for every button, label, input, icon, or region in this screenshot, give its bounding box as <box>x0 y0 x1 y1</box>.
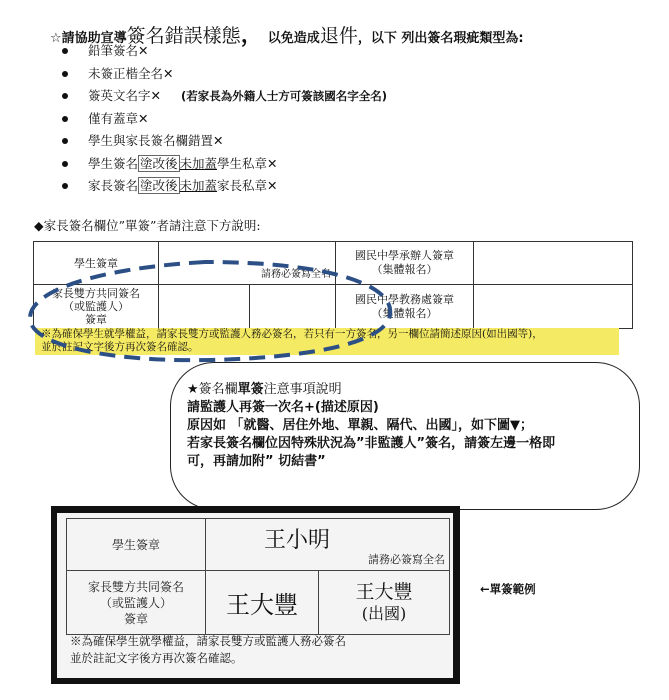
title-part2: 簽名錯誤樣態 <box>126 25 241 47</box>
list-item: 僅有蓋章✕ <box>62 108 387 131</box>
photo-student-sign-cell <box>206 519 450 571</box>
parent-handwritten-signature-2: 王大豐 <box>355 580 413 603</box>
example-label: ←單簽範例 <box>480 582 536 596</box>
bubble-line-3: 原因如 「就醫、居住外地、單親、隔代、出國」，如下圖▼； <box>187 418 534 433</box>
full-name-hint: 請務必簽寫全名 <box>261 269 331 280</box>
school-office-label: 國民中學教務處簽章 （集體報名） <box>336 285 474 329</box>
list-item: 學生簽名 塗改後 未加蓋學生私章✕ <box>62 153 387 176</box>
list-item: 鉛筆簽名✕ <box>62 40 387 63</box>
school-handler-label: 國民中學承辦人簽章 （集體報名） <box>336 242 474 285</box>
list-item: 未簽正楷全名✕ <box>62 63 387 86</box>
list-item: 學生與家長簽名欄錯置✕ <box>62 130 387 153</box>
dashed-oval <box>30 262 390 360</box>
student-sign-label: 學生簽章 <box>34 242 159 285</box>
title-star: ☆ <box>50 31 62 46</box>
example-signature-table <box>66 518 450 635</box>
student-handwritten-name: 王小明 <box>264 528 331 553</box>
photo-parent-cell-1 <box>206 571 319 635</box>
bubble-line-4: 若家長簽名欄位因特殊狀況為”非監護人”簽名，請簽左邊一格即 <box>187 436 556 451</box>
highlighted-note: ※為確保學生就學權益，請家長雙方或監護人務必簽名，若只有一方簽名，另一欄位請簡述原因(如出國等)， 並於註記文字後方再次簽名確認。 <box>35 328 619 355</box>
foreigner-note: (若家長為外籍人士方可簽該國名字全名) <box>180 89 387 103</box>
title-part3: 以免造成 <box>267 31 320 46</box>
section-heading: ◆家長簽名欄位”單簽”者請注意下方說明: <box>34 218 261 233</box>
photo-parent-cell-2 <box>319 571 450 635</box>
parent-handwritten-signature-1: 王大豐 <box>226 591 298 619</box>
parents-sign-label: 家長雙方共同簽名 （或監護人） 簽章 <box>34 285 159 329</box>
title-part1: 請協助宣導 <box>61 31 127 46</box>
bubble-line-5: 可，再請加附” 切結書” <box>187 454 326 469</box>
title-part5: ，以下 列出簽名瑕疵類型為: <box>357 31 524 46</box>
parent-absence-reason: (出國) <box>361 603 407 623</box>
photo-note: ※為確保學生就學權益，請家長雙方或監護人務必簽名 並於註記文字後方再次簽名確認。 <box>70 634 346 665</box>
photo-parents-label: 家長雙方共同簽名 （或監護人） 簽章 <box>67 571 206 635</box>
photo-full-name-hint: 請務必簽寫全名 <box>368 553 445 566</box>
bubble-line-2: 請監護人再簽一次名+(描述原因) <box>187 400 379 415</box>
list-item: 家長簽名 塗改後 未加蓋家長私章✕ <box>62 175 387 198</box>
photo-student-sign-label: 學生簽章 <box>67 519 206 571</box>
notice-bubble <box>170 362 640 510</box>
list-item: 簽英文名字✕ (若家長為外籍人士方可簽該國名字全名) <box>62 85 387 108</box>
title-comma: ， <box>240 23 263 48</box>
title-part4: 退件 <box>319 25 358 47</box>
bubble-line-1: ★簽名欄單簽注意事項說明 <box>187 382 342 397</box>
